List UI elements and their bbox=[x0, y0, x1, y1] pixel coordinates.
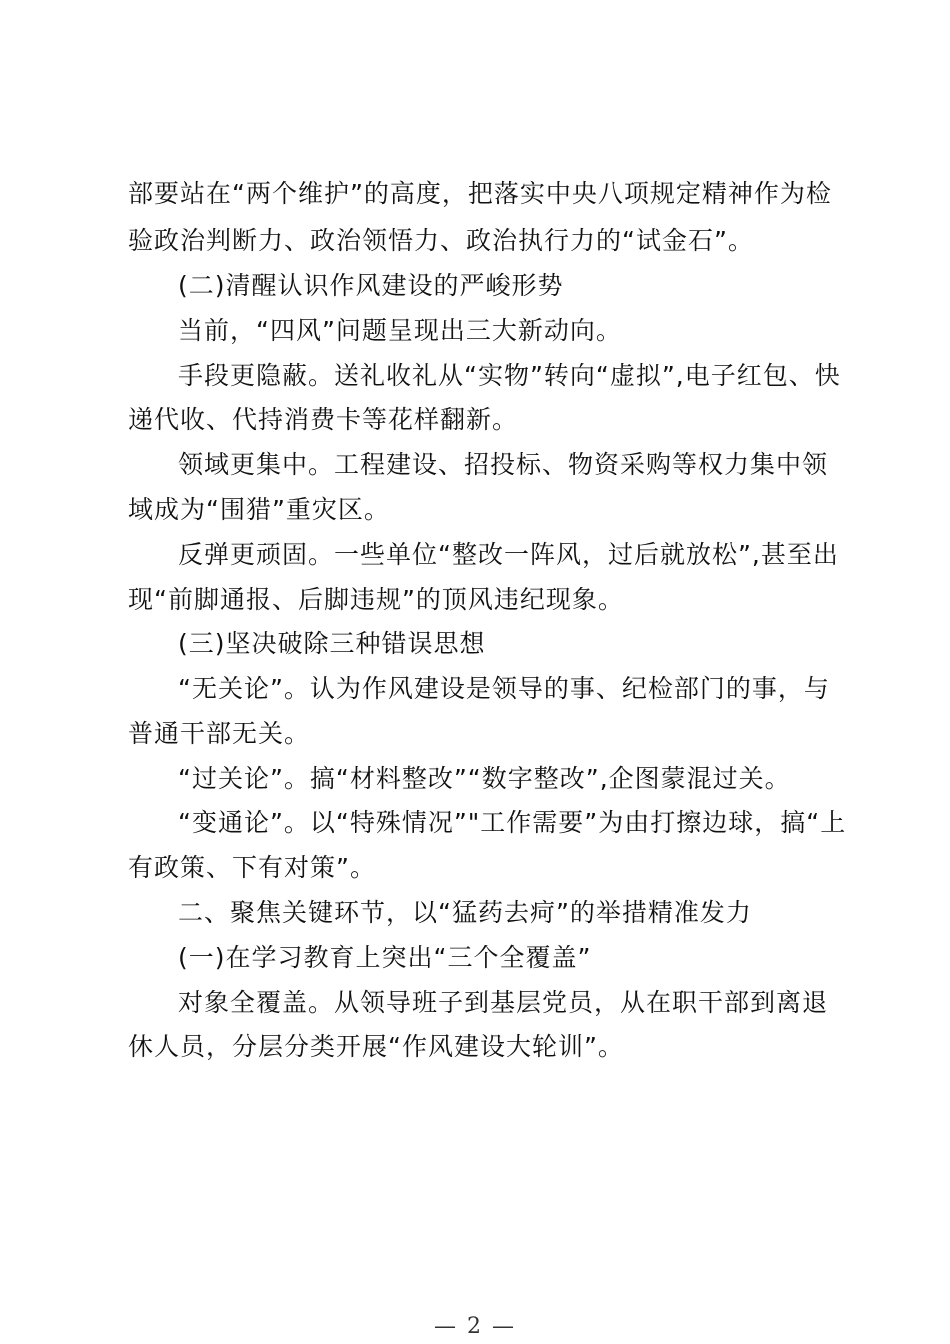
paragraph-line: 递代收、代持消费卡等花样翻新。 bbox=[128, 405, 519, 434]
paragraph-line: 有政策、下有对策”。 bbox=[128, 853, 376, 882]
section-heading: (一)在学习教育上突出“三个全覆盖” bbox=[178, 943, 592, 972]
paragraph-line: 验政治判断力、政治领悟力、政治执行力的“试金石”。 bbox=[128, 226, 754, 255]
paragraph-line: 部要站在“两个维护”的高度，把落实中央八项规定精神作为检 bbox=[128, 179, 832, 208]
paragraph-line: 域成为“围猎”重灾区。 bbox=[128, 495, 390, 524]
paragraph-line: 对象全覆盖。从领导班子到基层党员，从在职干部到离退 bbox=[178, 988, 829, 1017]
paragraph-line: 现“前脚通报、后脚违规”的顶风违纪现象。 bbox=[128, 585, 624, 614]
paragraph-line: 休人员，分层分类开展“作风建设大轮训”。 bbox=[128, 1032, 624, 1061]
page-number: — 2 — bbox=[434, 1314, 516, 1339]
section-heading: (二)清醒认识作风建设的严峻形势 bbox=[178, 271, 564, 300]
paragraph-line: 普通干部无关。 bbox=[128, 719, 311, 748]
paragraph-line: “变通论”。以“特殊情况”"工作需要”为由打擦边球，搞“上 bbox=[178, 808, 847, 837]
section-heading: (三)坚决破除三种错误思想 bbox=[178, 629, 486, 658]
paragraph-line: 手段更隐蔽。送礼收礼从“实物”转向“虚拟”,电子红包、快 bbox=[178, 361, 841, 390]
paragraph-line: 反弹更顽固。一些单位“整改一阵风，过后就放松”,甚至出 bbox=[178, 540, 839, 569]
paragraph-line: “无关论”。认为作风建设是领导的事、纪检部门的事，与 bbox=[178, 674, 830, 703]
paragraph-line: 领域更集中。工程建设、招投标、物资采购等权力集中领 bbox=[178, 450, 829, 479]
section-heading: 二、聚焦关键环节，以“猛药去疴”的举措精准发力 bbox=[178, 898, 752, 927]
paragraph-line: 当前，“四风”问题呈现出三大新动向。 bbox=[178, 316, 622, 345]
paragraph-line: “过关论”。搞“材料整改”“数字整改”,企图蒙混过关。 bbox=[178, 764, 791, 793]
